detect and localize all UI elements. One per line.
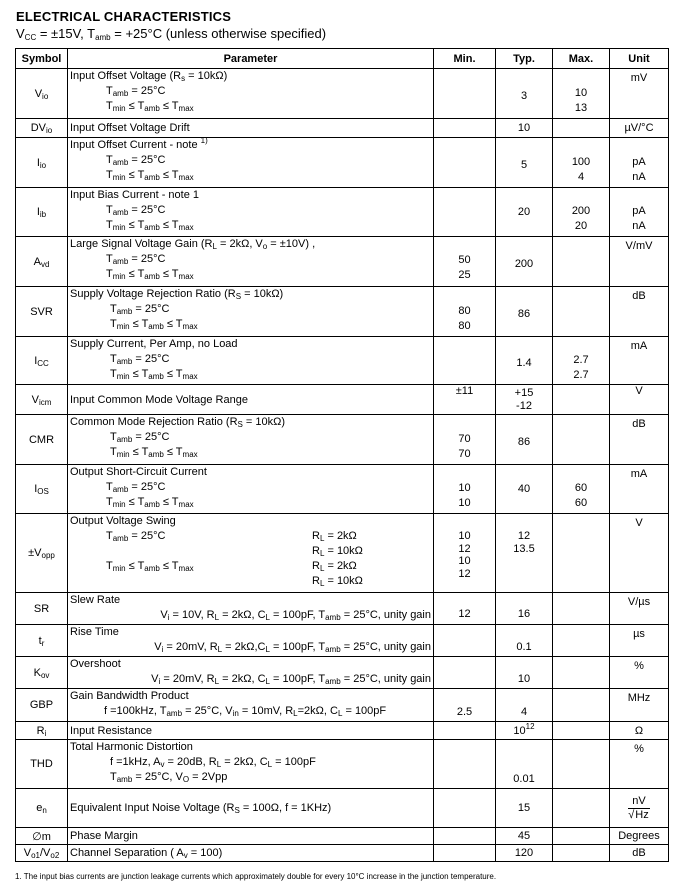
unit-cell: Ω [610,722,669,740]
table-row [16,337,669,385]
symbol-cell: SR [16,593,68,625]
max-cell: 2.7 2.7 [553,337,610,385]
unit-cell: % [610,740,669,789]
min-cell [434,138,496,188]
table-row [16,514,669,593]
min-cell: 12 [434,593,496,625]
unit-cell: mA [610,337,669,385]
unit-cell: $\frac{nV}{√Hz}$ [610,789,669,828]
typ-cell: 10 [496,119,553,138]
max-cell [553,657,610,689]
parameter-cell: Gain Bandwidth Product f =100kHz, $T_{amb} = 25^\circ C$, $V_{in} = 10mV$, $R_L=2k\Omega$, $C_L = 100pF$ [68,689,434,722]
typ-cell: 4 [496,689,553,722]
parameter-cell: Phase Margin [68,828,434,845]
max-cell [553,625,610,657]
max-cell [553,119,610,138]
table-row [16,465,669,514]
table-row [16,740,669,789]
unit-cell: dB [610,287,669,337]
min-cell [434,722,496,740]
max-cell [553,385,610,415]
symbol-cell: ∅m [16,828,68,845]
parameter-cell: Large Signal Voltage Gain ($R_L = 2k\Omega$, $V_o = \pm 10V$) , $T_{amb} = 25^\circ C$ $T_{min} \le T_{amb} \le T_{max}$ [68,237,434,287]
symbol-cell: $I_{CC}$ [16,337,68,385]
parameter-cell: Supply Voltage Rejection Ratio $(R_S = 10k\Omega)$ $T_{amb} = 25^\circ C$ $T_{min} \le T_{amb} \le T_{max}$ [68,287,434,337]
parameter-cell: Supply Current, Per Amp, no Load $T_{amb} = 25^\circ C$ $T_{min} \le T_{amb} \le T_{max}$ [68,337,434,385]
min-cell [434,119,496,138]
parameter-cell: Input Common Mode Voltage Range [68,385,434,415]
typ-cell: 0.01 [496,740,553,789]
symbol-cell: $K_{ov}$ [16,657,68,689]
symbol-cell: $R_i$ [16,722,68,740]
typ-cell: 0.1 [496,625,553,657]
max-cell: 200 20 [553,188,610,237]
symbol-cell: $DV_{io}$ [16,119,68,138]
min-cell [434,69,496,119]
min-cell [434,828,496,845]
symbol-cell: $I_{ib}$ [16,188,68,237]
min-cell [434,337,496,385]
table-row [16,625,669,657]
symbol-cell: $\pm V_{opp}$ [16,514,68,593]
typ-cell: 20 [496,188,553,237]
table-row [16,593,669,625]
table-row [16,722,669,740]
min-cell: 80 80 [434,287,496,337]
parameter-cell: Input Offset Current - note $^{1)}$ $T_{amb} = 25^\circ C$ $T_{min} \le T_{amb} \le T_{max}$ [68,138,434,188]
unit-cell: Degrees [610,828,669,845]
min-cell [434,845,496,862]
header-max: Max. [553,49,610,69]
unit-cell: µs [610,625,669,657]
max-cell [553,740,610,789]
max-cell [553,828,610,845]
max-cell [553,789,610,828]
parameter-cell: Input Resistance [68,722,434,740]
max-cell [553,514,610,593]
max-cell [553,237,610,287]
unit-cell: MHz [610,689,669,722]
typ-cell: $10^{12}$ [496,722,553,740]
unit-cell: pA nA [610,188,669,237]
table-row [16,657,669,689]
min-cell: 70 70 [434,415,496,465]
parameter-cell: Slew Rate $V_i = 10V$, $R_L = 2k\Omega$, $C_L = 100pF$, $T_{amb} = 25^\circ C$, unity gain [68,593,434,625]
unit-cell: mA [610,465,669,514]
max-cell: 60 60 [553,465,610,514]
symbol-cell: $I_{io}$ [16,138,68,188]
typ-cell: 40 [496,465,553,514]
max-cell [553,722,610,740]
header-parameter: Parameter [68,49,434,69]
table-row [16,138,669,188]
max-cell: 10 13 [553,69,610,119]
table-row [16,415,669,465]
typ-cell: 16 [496,593,553,625]
max-cell: 100 4 [553,138,610,188]
symbol-cell: $V_{o1}/V_{o2}$ [16,845,68,862]
header-symbol: Symbol [16,49,68,69]
typ-cell: 45 [496,828,553,845]
electrical-characteristics-table [15,48,669,862]
typ-cell: 86 [496,287,553,337]
unit-cell: % [610,657,669,689]
symbol-cell: $I_{OS}$ [16,465,68,514]
unit-cell: V [610,385,669,415]
parameter-cell: Common Mode Rejection Ratio $(R_S = 10k\Omega)$ $T_{amb} = 25^\circ C$ $T_{min} \le T_{amb} \le T_{max}$ [68,415,434,465]
unit-cell: V/mV [610,237,669,287]
parameter-cell: Equivalent Input Noise Voltage ($R_S = 100\Omega$, f = 1KHz) [68,789,434,828]
table-row [16,845,669,862]
min-cell [434,789,496,828]
unit-cell: dB [610,845,669,862]
min-cell: 10 12 10 12 [434,514,496,593]
header-min: Min. [434,49,496,69]
symbol-cell: CMR [16,415,68,465]
parameter-cell: Input Offset Voltage $(R_s = 10k\Omega)$ $T_{amb} = 25^\circ C$ $T_{min} \le T_{amb} \le T_{max}$ [68,69,434,119]
header-row [16,49,669,69]
unit-cell: V [610,514,669,593]
unit-cell: dB [610,415,669,465]
typ-cell: 5 [496,138,553,188]
min-cell [434,657,496,689]
symbol-cell: GBP [16,689,68,722]
table-row [16,287,669,337]
section-title: ELECTRICAL CHARACTERISTICS [16,9,232,24]
typ-cell: 15 [496,789,553,828]
min-cell: 2.5 [434,689,496,722]
typ-cell: 120 [496,845,553,862]
parameter-cell: Input Bias Current - note 1 $T_{amb} = 25^\circ C$ $T_{min} \le T_{amb} \le T_{max}$ [68,188,434,237]
parameter-cell: Overshoot $V_i = 20mV$, $R_L = 2k\Omega$, $C_L = 100pF$, $T_{amb} = 25^\circ C$, unity gain [68,657,434,689]
min-cell: 50 25 [434,237,496,287]
parameter-cell: Rise Time $V_i = 20mV$, $R_L = 2k\Omega,C_L = 100pF$, $T_{amb} = 25^\circ C$, unity gain [68,625,434,657]
parameter-cell: Input Offset Voltage Drift [68,119,434,138]
parameter-cell: Output Voltage Swing $T_{amb} = 25^\circ C$ $R_L = 2k\Omega$ $R_L = 10k\Omega$ $T_{min} \le T_{amb} \le T_{max}$ $R_L = 2k\Omega$ $R_L = 10k\Omega$ [68,514,434,593]
max-cell [553,845,610,862]
symbol-cell: THD [16,740,68,789]
symbol-cell: $V_{icm}$ [16,385,68,415]
symbol-cell: SVR [16,287,68,337]
table-row [16,828,669,845]
table-row [16,237,669,287]
symbol-cell: $e_n$ [16,789,68,828]
min-cell [434,625,496,657]
parameter-cell: Output Short-Circuit Current $T_{amb} = 25^\circ C$ $T_{min} \le T_{amb} \le T_{max}$ [68,465,434,514]
typ-cell: 1.4 [496,337,553,385]
table-row [16,188,669,237]
typ-cell: 200 [496,237,553,287]
min-cell [434,188,496,237]
symbol-cell: $t_r$ [16,625,68,657]
max-cell [553,415,610,465]
typ-cell: 3 [496,69,553,119]
footnote: 1. The input bias currents are junction leakage currents which approximately double for every 10°C increase in the junction temperature. [15,872,497,881]
unit-cell: V/µs [610,593,669,625]
min-cell: ±11 [434,385,496,415]
symbol-cell: $A_{vd}$ [16,237,68,287]
unit-cell: pA nA [610,138,669,188]
unit-cell: µV/°C [610,119,669,138]
max-cell [553,689,610,722]
min-cell: 10 10 [434,465,496,514]
test-conditions: $V_{CC} = \pm 15V$, $T_{amb} = +25^\circ C$ (unless otherwise specified) [16,26,327,42]
typ-cell: 86 [496,415,553,465]
header-unit: Unit [610,49,669,69]
typ-cell: 10 [496,657,553,689]
table-row [16,689,669,722]
table-row [16,789,669,828]
table-row [16,69,669,119]
max-cell [553,287,610,337]
unit-cell: mV [610,69,669,119]
table-row [16,385,669,415]
typ-cell: 12 13.5 [496,514,553,593]
parameter-cell: Total Harmonic Distortion f =1kHz, $A_v = 20dB$, $R_L = 2k\Omega$, $C_L = 100pF$ $T_{amb} = 25^\circ C$, $V_O = 2Vpp$ [68,740,434,789]
typ-cell: +15 -12 [496,385,553,415]
parameter-cell: Channel Separation ( $A_v = 100$) [68,845,434,862]
min-cell [434,740,496,789]
table-row [16,119,669,138]
symbol-cell: $V_{io}$ [16,69,68,119]
max-cell [553,593,610,625]
header-typ: Typ. [496,49,553,69]
